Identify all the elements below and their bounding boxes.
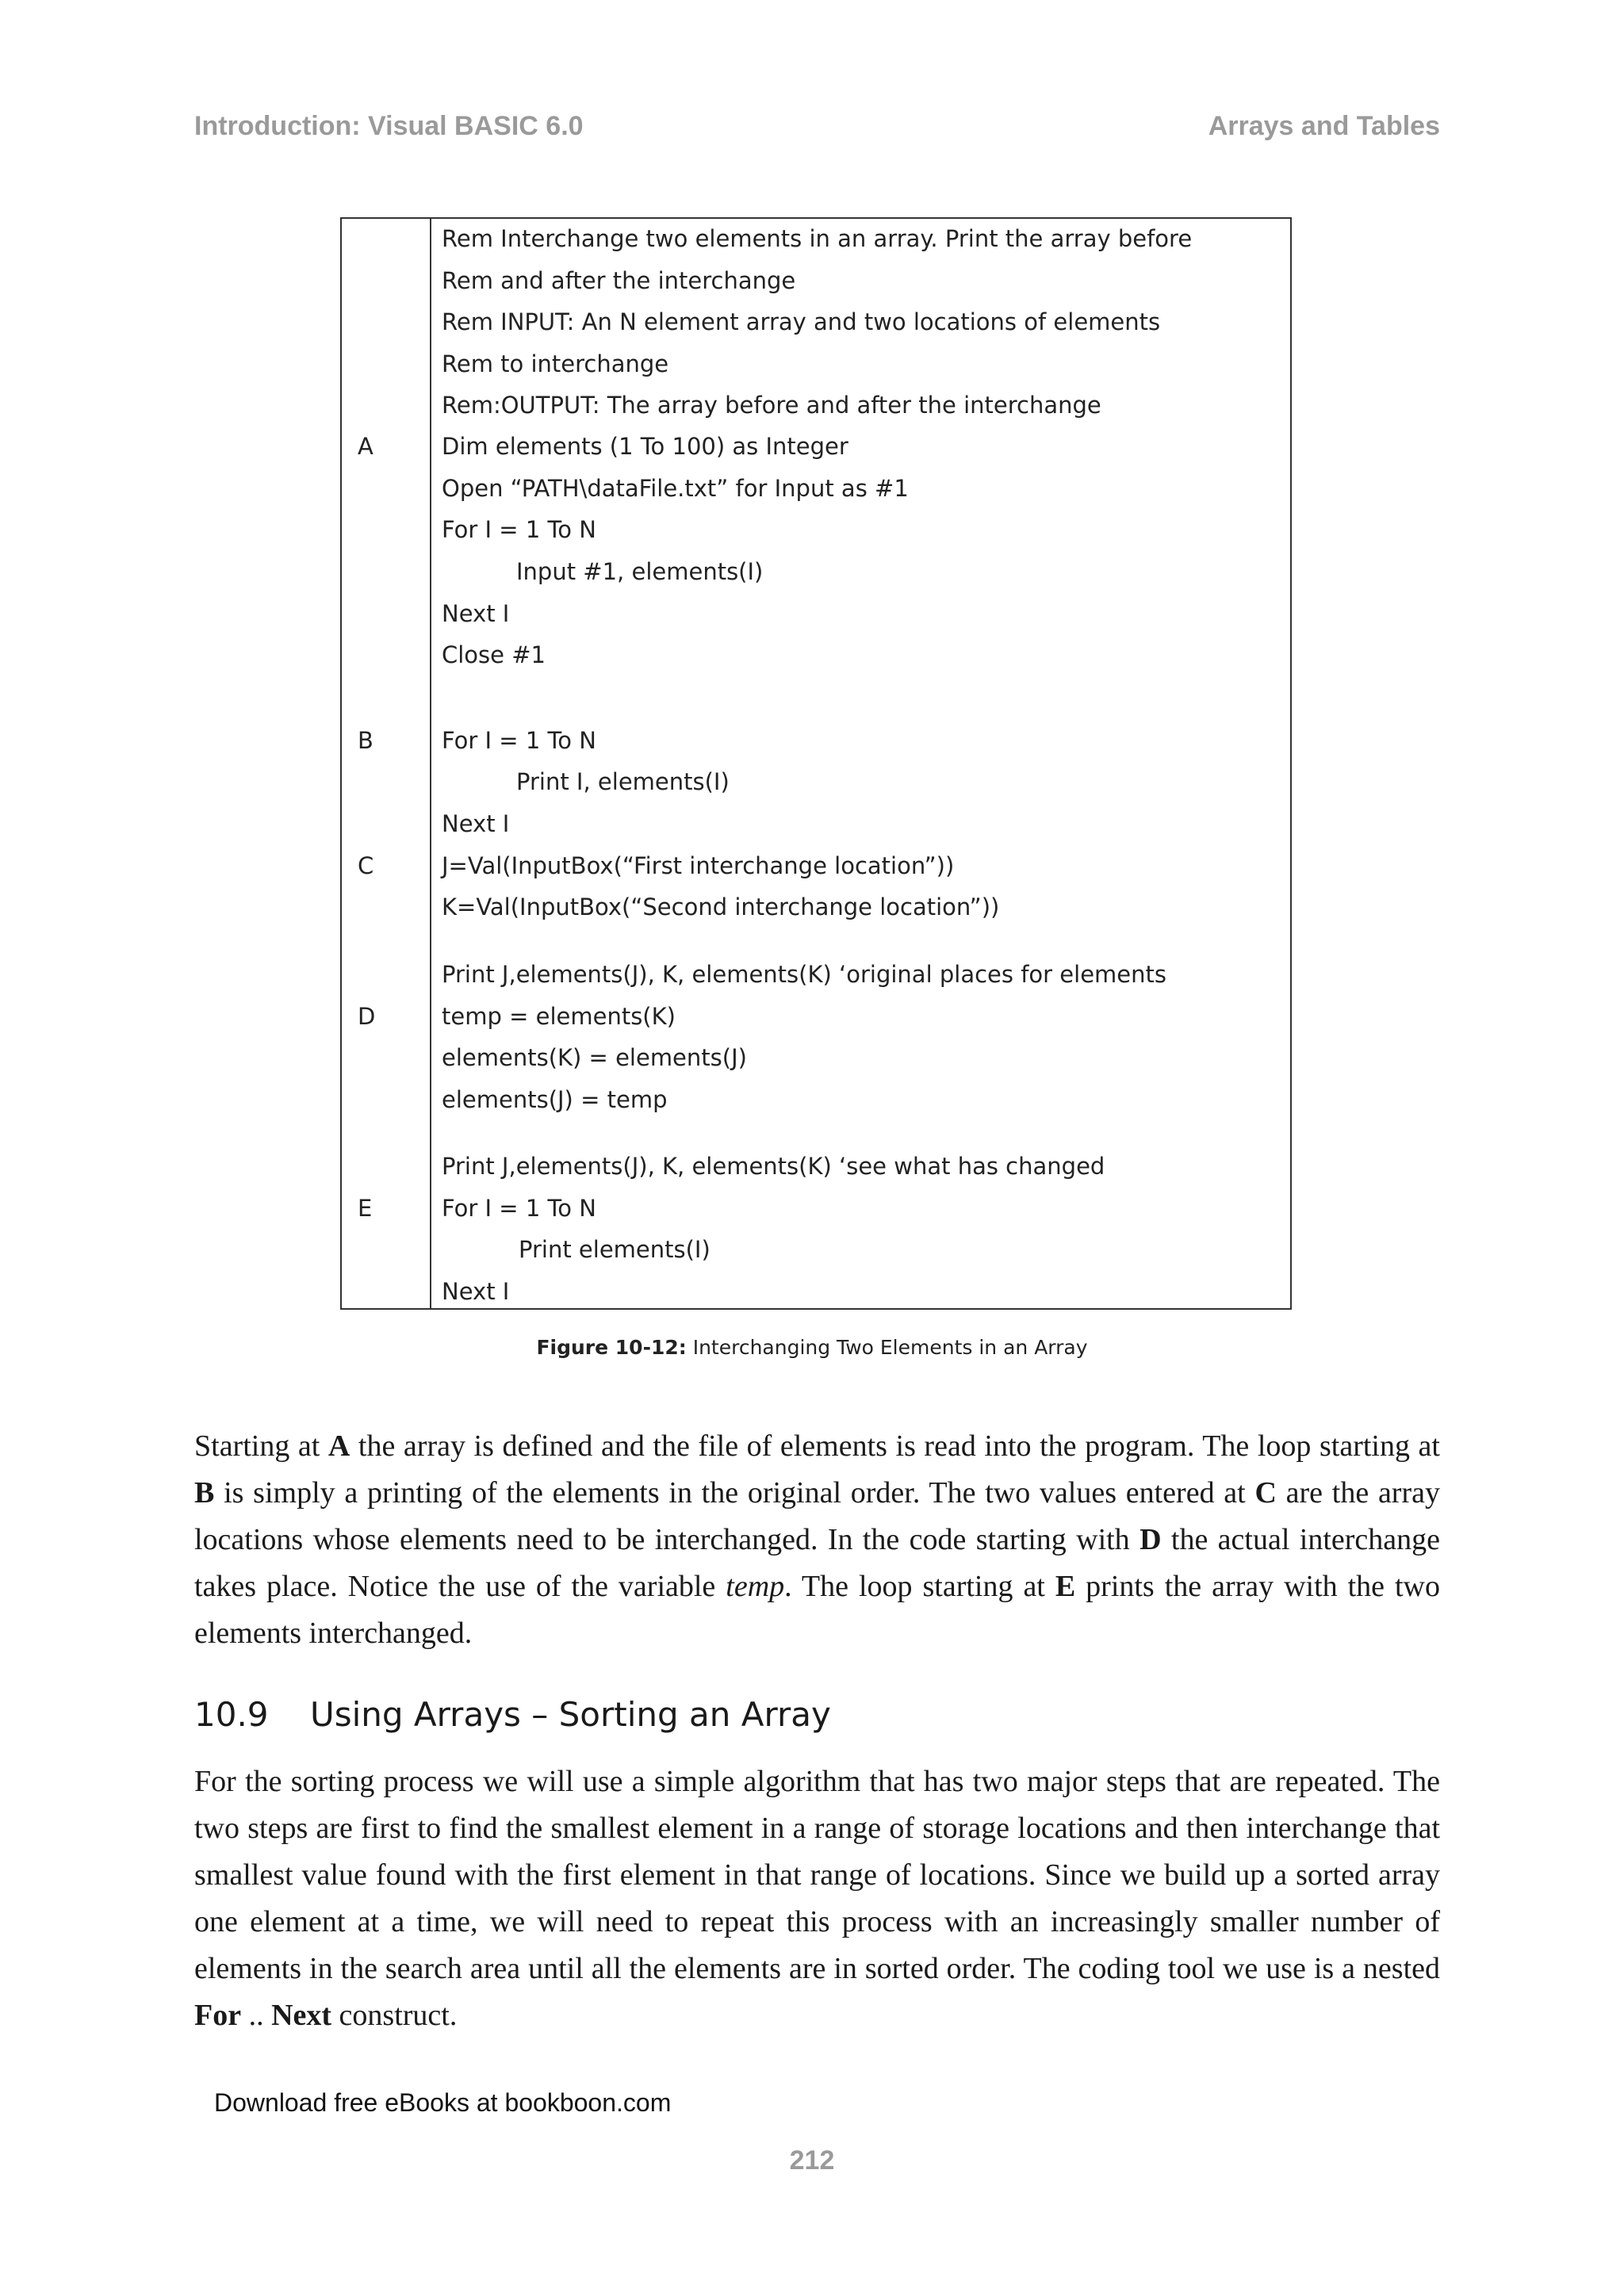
text-run: construct. <box>331 1999 458 2032</box>
page-number: 212 <box>789 2145 835 2175</box>
label-c: C <box>358 852 374 879</box>
body-paragraph-1 <box>194 1423 1440 1657</box>
code-line: Rem INPUT: An N element array and two locations of elements <box>442 308 1161 335</box>
code-line: J=Val(InputBox(“First interchange location”)) <box>442 852 955 879</box>
text-run: prints the array with the two elements interchanged. <box>194 1570 1440 1650</box>
code-line: Print I, elements(I) <box>516 768 730 795</box>
code-line: Rem Interchange two elements in an array. Print the array before <box>442 225 1193 252</box>
label-e: E <box>358 1195 373 1222</box>
code-line: Print elements(I) <box>519 1236 710 1263</box>
text-run: the array is defined and the file of elements is read into the program. The loop starting at <box>350 1429 1440 1463</box>
column-divider <box>430 219 431 1308</box>
code-line: Next I <box>442 810 510 837</box>
bold-run: Next <box>271 1999 332 2032</box>
code-line: For I = 1 To N <box>442 1195 596 1222</box>
code-line: K=Val(InputBox(“Second interchange location”)) <box>442 894 1000 920</box>
label-b: B <box>358 727 373 754</box>
code-line: Rem:OUTPUT: The array before and after the interchange <box>442 392 1101 419</box>
download-link[interactable]: Download free eBooks at bookboon.com <box>214 2088 672 2117</box>
code-line: Close #1 <box>442 641 546 668</box>
figure-caption-label: Figure 10-12: <box>536 1336 687 1359</box>
label-a: A <box>358 433 373 460</box>
code-line: For I = 1 To N <box>442 727 596 754</box>
code-line: Dim elements (1 To 100) as Integer <box>442 433 848 460</box>
code-line: Rem to interchange <box>442 350 669 377</box>
bold-run: For <box>194 1999 242 2032</box>
figure-caption-text: Interchanging Two Elements in an Array <box>686 1336 1088 1359</box>
code-line: Next I <box>442 1278 510 1305</box>
text-run: is simply a printing of the elements in the original order. The two values entered at <box>214 1476 1255 1510</box>
text-run: Starting at <box>194 1429 328 1463</box>
code-line: Print J,elements(J), K, elements(K) ‘see what has changed <box>442 1153 1105 1180</box>
code-line: Next I <box>442 600 510 627</box>
italic-run: temp <box>726 1570 785 1603</box>
code-line: For I = 1 To N <box>442 516 596 543</box>
body-paragraph-2 <box>194 1758 1440 2039</box>
section-title: Using Arrays – Sorting an Array <box>310 1695 831 1734</box>
text-run: the actual interchange takes place. Notice the use of the variable <box>194 1523 1441 1603</box>
text-run: are the array locations whose elements need to be interchanged. In the code starting with <box>194 1476 1440 1556</box>
bold-run: E <box>1055 1570 1076 1603</box>
section-number: 10.9 <box>194 1695 269 1734</box>
bold-run: C <box>1254 1476 1277 1510</box>
code-line: elements(K) = elements(J) <box>442 1044 747 1071</box>
code-line: temp = elements(K) <box>442 1003 676 1030</box>
text-run: .. <box>241 1999 272 2032</box>
code-line: Rem and after the interchange <box>442 267 796 294</box>
code-listing-table <box>340 217 1292 1310</box>
code-line: Open “PATH\dataFile.txt” for Input as #1 <box>442 475 909 502</box>
text-run: . The loop starting at <box>784 1570 1055 1603</box>
code-line: Input #1, elements(I) <box>516 558 764 585</box>
figure-caption <box>0 1336 1624 1359</box>
bold-run: A <box>327 1429 350 1463</box>
text-run: For the sorting process we will use a simple algorithm that has two major steps that are repeated. The two steps are first to find the smallest element in a range of storage locations and then interchange that smallest value found with the first element in that range of locations. Since we build up a sorted array one element at a time, we will need to repeat this process with an increasingly smaller number of elements in the search area until all the elements are in sorted order. The coding tool we use is a nested <box>194 1765 1440 1985</box>
code-line: elements(J) = temp <box>442 1086 668 1113</box>
running-header-left: Introduction: Visual BASIC 6.0 <box>194 111 584 141</box>
bold-run: D <box>1139 1523 1162 1556</box>
bold-run: B <box>194 1476 215 1510</box>
running-header-right: Arrays and Tables <box>1208 111 1440 141</box>
code-line: Print J,elements(J), K, elements(K) ‘original places for elements <box>442 961 1166 988</box>
label-d: D <box>358 1003 376 1030</box>
section-heading <box>194 1695 831 1734</box>
